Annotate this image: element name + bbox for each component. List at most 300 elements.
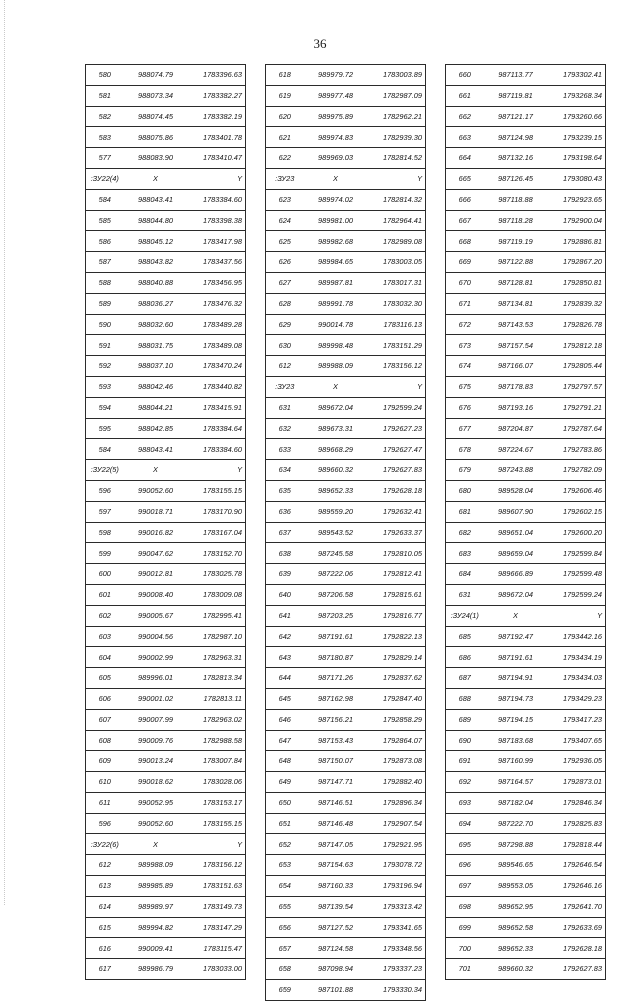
x-coordinate-cell: 987160.99 [484,751,548,772]
point-number-cell: 650 [266,792,304,813]
y-coordinate-cell: 1792599.24 [548,584,606,605]
y-coordinate-cell: 1793330.34 [368,980,426,1001]
y-coordinate-cell: 1783153.17 [188,792,246,813]
table-row [86,959,246,980]
x-coordinate-cell: X [124,168,188,189]
table-row [446,335,606,356]
point-number-cell: 625 [266,231,304,252]
x-coordinate-cell: 988044.21 [124,397,188,418]
y-coordinate-cell: 1792846.34 [548,792,606,813]
y-coordinate-cell: 1792858.29 [368,709,426,730]
point-number-cell: 634 [266,460,304,481]
x-coordinate-cell: 987134.81 [484,293,548,314]
y-coordinate-cell: 1792900.04 [548,210,606,231]
table-row [446,397,606,418]
table-row [446,231,606,252]
y-coordinate-cell: 1792627.83 [368,460,426,481]
x-coordinate-cell: 989988.09 [124,855,188,876]
table-row [266,855,426,876]
x-coordinate-cell: 988037.10 [124,356,188,377]
x-coordinate-cell: 989975.89 [304,106,368,127]
table-row [446,293,606,314]
point-number-cell: 581 [86,85,124,106]
x-coordinate-cell: 989651.04 [484,522,548,543]
table-row [266,460,426,481]
x-coordinate-cell: 987164.57 [484,772,548,793]
table-row [86,356,246,377]
y-coordinate-cell: 1783476.32 [188,293,246,314]
x-coordinate-cell: 988043.41 [124,189,188,210]
table-row [86,730,246,751]
x-coordinate-cell: 987098.94 [304,959,368,980]
point-number-cell: 692 [446,772,484,793]
table-row [446,959,606,980]
table-row [86,709,246,730]
y-coordinate-cell: 1792829.14 [368,647,426,668]
y-coordinate-cell: 1792627.47 [368,439,426,460]
x-coordinate-cell: 988040.88 [124,272,188,293]
y-coordinate-cell: Y [188,460,246,481]
y-coordinate-cell: 1793080.43 [548,168,606,189]
x-coordinate-cell: 989986.79 [124,959,188,980]
y-coordinate-cell: 1782987.10 [188,626,246,647]
table-row [86,252,246,273]
y-coordinate-cell: 1792783.86 [548,439,606,460]
x-coordinate-cell: 989559.20 [304,501,368,522]
y-coordinate-cell: 1783489.28 [188,314,246,335]
table-row [266,709,426,730]
y-coordinate-cell: 1783401.78 [188,127,246,148]
point-number-cell: 670 [446,272,484,293]
y-coordinate-cell: 1792627.83 [548,959,606,980]
point-number-cell: 583 [86,127,124,148]
x-coordinate-cell: 990009.76 [124,730,188,751]
point-number-cell: 618 [266,65,304,86]
table-row [266,751,426,772]
y-coordinate-cell: 1792633.69 [548,917,606,938]
x-coordinate-cell: 987147.71 [304,772,368,793]
x-coordinate-cell: 987126.45 [484,168,548,189]
table-row [446,501,606,522]
x-coordinate-cell: 989660.32 [304,460,368,481]
point-number-cell: 588 [86,272,124,293]
y-coordinate-cell: 1792606.46 [548,480,606,501]
y-coordinate-cell: 1783028.06 [188,772,246,793]
table-row [446,751,606,772]
table-row [446,480,606,501]
x-coordinate-cell: 989996.01 [124,668,188,689]
table-row [266,896,426,917]
point-number-cell: 602 [86,605,124,626]
x-coordinate-cell: 987204.87 [484,418,548,439]
y-coordinate-cell: 1792810.05 [368,543,426,564]
table-row [446,189,606,210]
y-coordinate-cell: 1793442.16 [548,626,606,647]
point-number-cell: 584 [86,439,124,460]
table-row [446,148,606,169]
table-row [446,564,606,585]
x-coordinate-cell: 987194.73 [484,688,548,709]
table-row [86,293,246,314]
x-coordinate-cell: 989543.52 [304,522,368,543]
table-row [266,480,426,501]
x-coordinate-cell: 987128.81 [484,272,548,293]
point-number-cell: 656 [266,917,304,938]
table-row [446,418,606,439]
point-number-cell: 607 [86,709,124,730]
table-row [86,439,246,460]
x-coordinate-cell: 987118.88 [484,189,548,210]
y-coordinate-cell: 1792599.84 [548,543,606,564]
x-coordinate-cell: 988036.27 [124,293,188,314]
point-number-cell: 626 [266,252,304,273]
x-coordinate-cell: 987156.21 [304,709,368,730]
y-coordinate-cell: 1782813.11 [188,688,246,709]
point-number-cell: 694 [446,813,484,834]
x-coordinate-cell: 989984.65 [304,252,368,273]
point-number-cell: 594 [86,397,124,418]
x-coordinate-cell: 987160.33 [304,876,368,897]
point-number-cell: 683 [446,543,484,564]
table-row [86,460,246,481]
x-coordinate-cell: 989673.31 [304,418,368,439]
table-row [266,501,426,522]
x-coordinate-cell: 989989.97 [124,896,188,917]
table-row [86,376,246,397]
x-coordinate-cell: 989528.04 [484,480,548,501]
table-row [86,106,246,127]
point-number-cell: 633 [266,439,304,460]
point-number-cell: 685 [446,626,484,647]
point-number-cell: 623 [266,189,304,210]
x-coordinate-cell: 988075.86 [124,127,188,148]
x-coordinate-cell: 990016.82 [124,522,188,543]
point-number-cell: 660 [446,65,484,86]
point-number-cell: 688 [446,688,484,709]
point-number-cell: 622 [266,148,304,169]
point-number-cell: 680 [446,480,484,501]
x-coordinate-cell: 989652.95 [484,896,548,917]
table-row [86,522,246,543]
point-number-cell: 657 [266,938,304,959]
y-coordinate-cell: 1783155.15 [188,813,246,834]
point-number-cell: 693 [446,792,484,813]
y-coordinate-cell: 1792873.01 [548,772,606,793]
x-coordinate-cell: 989546.65 [484,855,548,876]
table-row [86,168,246,189]
point-number-cell: 582 [86,106,124,127]
point-number-cell: 649 [266,772,304,793]
point-number-cell: 697 [446,876,484,897]
table-row [266,85,426,106]
table-row [86,855,246,876]
point-number-cell: 659 [266,980,304,1001]
table-row [446,85,606,106]
y-coordinate-cell: 1792628.18 [548,938,606,959]
point-number-cell: 596 [86,813,124,834]
y-coordinate-cell: 1783167.04 [188,522,246,543]
x-coordinate-cell: 987178.83 [484,376,548,397]
y-coordinate-cell: 1792873.08 [368,751,426,772]
y-coordinate-cell: 1783410.47 [188,148,246,169]
x-coordinate-cell: 990009.41 [124,938,188,959]
table-row [86,584,246,605]
table-row [266,605,426,626]
y-coordinate-cell: 1792812.41 [368,564,426,585]
y-coordinate-cell: 1783116.13 [368,314,426,335]
x-coordinate-cell: 987224.67 [484,439,548,460]
y-coordinate-cell: 1793407.65 [548,730,606,751]
x-coordinate-cell: 988045.12 [124,231,188,252]
point-number-cell: 653 [266,855,304,876]
table-row [86,127,246,148]
point-number-cell: 701 [446,959,484,980]
table-row [266,772,426,793]
x-coordinate-cell: 987153.43 [304,730,368,751]
y-coordinate-cell: 1792646.16 [548,876,606,897]
x-coordinate-cell: 987127.52 [304,917,368,938]
x-coordinate-cell: 987298.88 [484,834,548,855]
point-number-cell: 638 [266,543,304,564]
table-row [266,584,426,605]
point-number-cell: 586 [86,231,124,252]
point-number-cell: 595 [86,418,124,439]
table-row [86,668,246,689]
point-number-cell: 617 [86,959,124,980]
y-coordinate-cell: 1793239.15 [548,127,606,148]
point-number-cell: 679 [446,460,484,481]
table-row [266,917,426,938]
point-number-cell: :ЗУ22(4) [86,168,124,189]
table-row [266,522,426,543]
point-number-cell: 624 [266,210,304,231]
table-row [446,938,606,959]
x-coordinate-cell: 989652.58 [484,917,548,938]
point-number-cell: 620 [266,106,304,127]
point-number-cell: 593 [86,376,124,397]
y-coordinate-cell: 1792627.23 [368,418,426,439]
y-coordinate-cell: 1792921.95 [368,834,426,855]
point-number-cell: 610 [86,772,124,793]
point-number-cell: 587 [86,252,124,273]
y-coordinate-cell: 1792812.18 [548,335,606,356]
point-number-cell: 641 [266,605,304,626]
y-coordinate-cell: 1782964.41 [368,210,426,231]
x-coordinate-cell: 990007.99 [124,709,188,730]
table-row [266,397,426,418]
x-coordinate-cell: 990018.62 [124,772,188,793]
table-row [446,688,606,709]
point-number-cell: 636 [266,501,304,522]
point-number-cell: 631 [266,397,304,418]
y-coordinate-cell: 1783396.63 [188,65,246,86]
x-coordinate-cell: 990047.62 [124,543,188,564]
x-coordinate-cell: 987245.58 [304,543,368,564]
point-number-cell: 635 [266,480,304,501]
point-number-cell: 652 [266,834,304,855]
y-coordinate-cell: Y [368,168,426,189]
x-coordinate-cell: 988042.85 [124,418,188,439]
y-coordinate-cell: 1792782.09 [548,460,606,481]
table-row [446,376,606,397]
y-coordinate-cell: 1783155.15 [188,480,246,501]
point-number-cell: 632 [266,418,304,439]
table-row [86,896,246,917]
point-number-cell: 608 [86,730,124,751]
y-coordinate-cell: 1792818.44 [548,834,606,855]
y-coordinate-cell: 1792886.81 [548,231,606,252]
table-row [266,813,426,834]
x-coordinate-cell: 987243.88 [484,460,548,481]
y-coordinate-cell: 1793302.41 [548,65,606,86]
x-coordinate-cell: 989974.02 [304,189,368,210]
table-row [266,626,426,647]
table-row [446,772,606,793]
y-coordinate-cell: 1783007.84 [188,751,246,772]
x-coordinate-cell: 989672.04 [304,397,368,418]
point-number-cell: 663 [446,127,484,148]
table-row [86,231,246,252]
y-coordinate-cell: 1783415.91 [188,397,246,418]
y-coordinate-cell: 1792936.05 [548,751,606,772]
point-number-cell: 613 [86,876,124,897]
y-coordinate-cell: 1783032.30 [368,293,426,314]
x-coordinate-cell: 989974.83 [304,127,368,148]
y-coordinate-cell: 1792847.40 [368,688,426,709]
y-coordinate-cell: 1782813.34 [188,668,246,689]
x-coordinate-cell: 989672.04 [484,584,548,605]
x-coordinate-cell: 987206.58 [304,584,368,605]
x-coordinate-cell: X [304,168,368,189]
table-row [446,792,606,813]
x-coordinate-cell: 989660.32 [484,959,548,980]
y-coordinate-cell: 1783156.12 [188,855,246,876]
x-coordinate-cell: 990014.78 [304,314,368,335]
point-number-cell: 651 [266,813,304,834]
x-coordinate-cell: X [124,460,188,481]
y-coordinate-cell: 1793313.42 [368,896,426,917]
point-number-cell: 591 [86,335,124,356]
point-number-cell: 606 [86,688,124,709]
y-coordinate-cell: 1783437.56 [188,252,246,273]
point-number-cell: 639 [266,564,304,585]
y-coordinate-cell: 1783489.08 [188,335,246,356]
y-coordinate-cell: 1792600.20 [548,522,606,543]
point-number-cell: 612 [266,356,304,377]
point-number-cell: 684 [446,564,484,585]
table-row [446,813,606,834]
table-row [446,605,606,626]
table-row [446,709,606,730]
table-row [446,272,606,293]
x-coordinate-cell: 987124.58 [304,938,368,959]
y-coordinate-cell: 1783417.98 [188,231,246,252]
table-row [446,647,606,668]
page-number: 36 [313,36,327,51]
table-row [86,148,246,169]
y-coordinate-cell: 1792822.13 [368,626,426,647]
x-coordinate-cell: 990018.71 [124,501,188,522]
point-number-cell: 585 [86,210,124,231]
x-coordinate-cell: 990008.40 [124,584,188,605]
table-row [266,65,426,86]
y-coordinate-cell: 1793198.64 [548,148,606,169]
x-coordinate-cell: 987154.63 [304,855,368,876]
x-coordinate-cell: 987203.25 [304,605,368,626]
point-number-cell: 687 [446,668,484,689]
point-number-cell: :ЗУ22(5) [86,460,124,481]
y-coordinate-cell: 1792791.21 [548,397,606,418]
x-coordinate-cell: 987124.98 [484,127,548,148]
table-row [266,688,426,709]
x-coordinate-cell: 990013.24 [124,751,188,772]
y-coordinate-cell: 1792923.65 [548,189,606,210]
y-coordinate-cell: 1782995.41 [188,605,246,626]
y-coordinate-cell: 1782987.09 [368,85,426,106]
x-coordinate-cell: 989652.33 [484,938,548,959]
table-row [266,980,426,1001]
x-coordinate-cell: 989969.03 [304,148,368,169]
table-row [86,876,246,897]
point-number-cell: 699 [446,917,484,938]
y-coordinate-cell: 1793337.23 [368,959,426,980]
x-coordinate-cell: 989985.89 [124,876,188,897]
y-coordinate-cell: Y [368,376,426,397]
y-coordinate-cell: 1792805.44 [548,356,606,377]
x-coordinate-cell: X [304,376,368,397]
table-row [86,813,246,834]
point-number-cell: 590 [86,314,124,335]
table-row [86,335,246,356]
table-row [266,127,426,148]
x-coordinate-cell: 987222.06 [304,564,368,585]
point-number-cell: 615 [86,917,124,938]
table-row [86,480,246,501]
table-row [86,65,246,86]
x-coordinate-cell: 988074.45 [124,106,188,127]
point-number-cell: 677 [446,418,484,439]
y-coordinate-cell: 1792787.64 [548,418,606,439]
x-coordinate-cell: 987183.68 [484,730,548,751]
y-coordinate-cell: 1783025.78 [188,564,246,585]
point-number-cell: 647 [266,730,304,751]
y-coordinate-cell: 1792599.24 [368,397,426,418]
table-row [86,917,246,938]
coordinates-table-right [445,64,606,980]
y-coordinate-cell: 1783003.05 [368,252,426,273]
y-coordinate-cell: 1793417.23 [548,709,606,730]
point-number-cell: 599 [86,543,124,564]
x-coordinate-cell: 989998.48 [304,335,368,356]
table-row [266,252,426,273]
x-coordinate-cell: 988042.46 [124,376,188,397]
point-number-cell: 669 [446,252,484,273]
point-number-cell: 609 [86,751,124,772]
point-number-cell: 671 [446,293,484,314]
y-coordinate-cell: 1792632.41 [368,501,426,522]
y-coordinate-cell: 1792816.77 [368,605,426,626]
point-number-cell: :ЗУ23 [266,376,304,397]
table-row [446,106,606,127]
y-coordinate-cell: 1783456.95 [188,272,246,293]
x-coordinate-cell: 987139.54 [304,896,368,917]
x-coordinate-cell: 989652.33 [304,480,368,501]
table-row [86,626,246,647]
x-coordinate-cell: 989981.00 [304,210,368,231]
y-coordinate-cell: 1792602.15 [548,501,606,522]
table-row [266,792,426,813]
y-coordinate-cell: 1783440.82 [188,376,246,397]
